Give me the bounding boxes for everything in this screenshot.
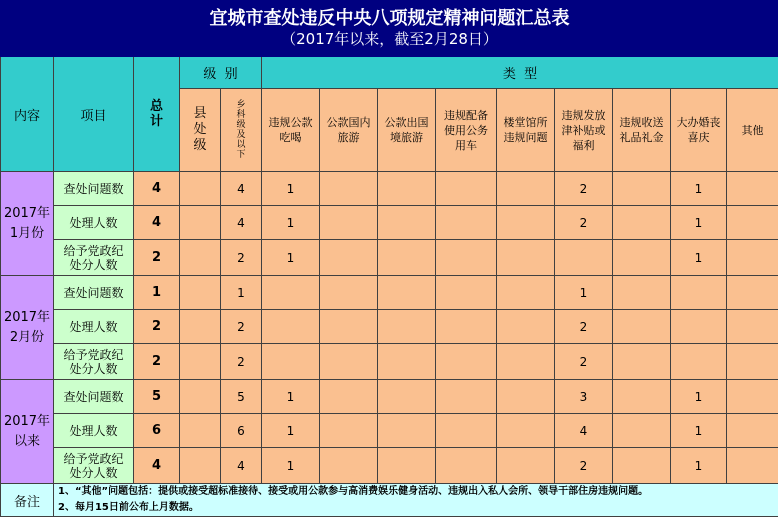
row-type-value: 4 — [555, 414, 613, 448]
row-type-value — [613, 240, 671, 276]
row-type-value — [613, 206, 671, 240]
row-item-label: 处理人数 — [54, 414, 134, 448]
row-county — [180, 172, 221, 206]
row-type-value: 1 — [671, 448, 727, 484]
row-type-value — [320, 172, 378, 206]
row-type-value: 2 — [555, 206, 613, 240]
row-type-value — [613, 414, 671, 448]
group-label: 2017年 1月份 — [1, 172, 54, 276]
row-type-value — [727, 276, 778, 310]
row-total: 4 — [134, 448, 180, 484]
row-type-value — [436, 380, 497, 414]
notes-content — [54, 484, 778, 517]
row-type-value: 2 — [555, 448, 613, 484]
group-label: 2017年 2月份 — [1, 276, 54, 380]
row-type-value — [378, 448, 436, 484]
row-type-value — [727, 240, 778, 276]
header-type: 类 型 — [262, 57, 778, 89]
row-type-value — [378, 344, 436, 380]
row-type-value — [436, 206, 497, 240]
row-type-value — [497, 240, 555, 276]
row-type-value — [378, 172, 436, 206]
row-type-value — [727, 344, 778, 380]
row-type-value — [613, 276, 671, 310]
note-line-1: 1、“其他”问题包括：提供或接受超标准接待、接受或用公款参与高消费娱乐健身活动、违规出入私人会所、领导干部住房违规问题。 — [58, 484, 778, 500]
table-row — [1, 310, 778, 344]
header-type-8: 其他 — [727, 89, 778, 172]
row-total: 2 — [134, 344, 180, 380]
row-type-value — [320, 310, 378, 344]
header-item: 项目 — [54, 57, 134, 172]
table-row — [1, 206, 778, 240]
row-type-value — [378, 206, 436, 240]
row-county — [180, 344, 221, 380]
row-county — [180, 206, 221, 240]
row-type-value — [497, 276, 555, 310]
row-type-value: 1 — [262, 380, 320, 414]
row-county — [180, 276, 221, 310]
row-township: 4 — [221, 448, 262, 484]
header-type-4: 楼堂馆所 违规问题 — [497, 89, 555, 172]
row-item-label: 查处问题数 — [54, 172, 134, 206]
row-type-value — [497, 380, 555, 414]
row-type-value: 1 — [555, 276, 613, 310]
row-township: 2 — [221, 310, 262, 344]
row-type-value — [378, 240, 436, 276]
note-line-2: 2、每月15日前公布上月数据。 — [58, 500, 778, 516]
header-county-level: 县 处 级 — [180, 89, 221, 172]
row-total: 6 — [134, 414, 180, 448]
table-row — [1, 172, 778, 206]
row-type-value — [727, 448, 778, 484]
row-township: 1 — [221, 276, 262, 310]
row-township: 6 — [221, 414, 262, 448]
notes-label: 备注 — [1, 484, 54, 517]
row-type-value — [613, 172, 671, 206]
row-type-value — [436, 172, 497, 206]
header-township-level: 乡 科 级 及 以 下 — [221, 89, 262, 172]
row-type-value: 1 — [262, 414, 320, 448]
row-type-value — [262, 310, 320, 344]
row-type-value — [436, 240, 497, 276]
row-type-value: 3 — [555, 380, 613, 414]
table-row — [1, 344, 778, 380]
row-total: 2 — [134, 240, 180, 276]
row-type-value — [727, 206, 778, 240]
row-type-value: 1 — [262, 240, 320, 276]
row-type-value: 1 — [262, 448, 320, 484]
row-type-value — [671, 344, 727, 380]
row-total: 4 — [134, 172, 180, 206]
row-type-value — [436, 448, 497, 484]
row-county — [180, 414, 221, 448]
row-type-value — [436, 414, 497, 448]
row-type-value — [671, 310, 727, 344]
row-type-value — [555, 240, 613, 276]
row-county — [180, 240, 221, 276]
row-type-value — [262, 344, 320, 380]
row-type-value: 1 — [671, 414, 727, 448]
row-total: 2 — [134, 310, 180, 344]
row-type-value: 1 — [671, 206, 727, 240]
row-type-value — [727, 380, 778, 414]
row-item-label: 查处问题数 — [54, 380, 134, 414]
row-type-value — [378, 380, 436, 414]
table-row — [1, 276, 778, 310]
row-item-label: 给予党政纪 处分人数 — [54, 240, 134, 276]
row-type-value — [378, 276, 436, 310]
row-type-value — [378, 310, 436, 344]
row-type-value: 2 — [555, 310, 613, 344]
row-type-value — [727, 414, 778, 448]
row-total: 1 — [134, 276, 180, 310]
row-township: 4 — [221, 206, 262, 240]
title-cell — [1, 1, 778, 57]
page-subtitle: （2017年以来，截至2月28日） — [1, 29, 778, 49]
row-total: 4 — [134, 206, 180, 240]
row-township: 2 — [221, 240, 262, 276]
row-type-value — [497, 448, 555, 484]
table-row — [1, 240, 778, 276]
row-item-label: 给予党政纪 处分人数 — [54, 344, 134, 380]
row-type-value — [320, 414, 378, 448]
row-county — [180, 380, 221, 414]
row-type-value — [497, 414, 555, 448]
row-county — [180, 310, 221, 344]
row-township: 4 — [221, 172, 262, 206]
row-type-value — [436, 276, 497, 310]
row-type-value: 1 — [262, 206, 320, 240]
row-type-value — [320, 206, 378, 240]
row-county — [180, 448, 221, 484]
row-item-label: 查处问题数 — [54, 276, 134, 310]
header-type-6: 违规收送 礼品礼金 — [613, 89, 671, 172]
row-type-value — [497, 172, 555, 206]
row-type-value: 1 — [671, 172, 727, 206]
header-type-5: 违规发放 津补贴或 福利 — [555, 89, 613, 172]
table-row — [1, 448, 778, 484]
header-type-3: 违规配备 使用公务 用车 — [436, 89, 497, 172]
row-item-label: 给予党政纪 处分人数 — [54, 448, 134, 484]
row-type-value — [497, 206, 555, 240]
header-type-7: 大办婚丧 喜庆 — [671, 89, 727, 172]
header-content: 内容 — [1, 57, 54, 172]
row-type-value — [671, 276, 727, 310]
row-type-value — [727, 310, 778, 344]
table-row — [1, 380, 778, 414]
header-type-0: 违规公款 吃喝 — [262, 89, 320, 172]
row-type-value — [613, 448, 671, 484]
header-type-1: 公款国内 旅游 — [320, 89, 378, 172]
row-type-value — [320, 380, 378, 414]
row-type-value — [436, 344, 497, 380]
table-row — [1, 414, 778, 448]
row-type-value — [320, 448, 378, 484]
row-township: 5 — [221, 380, 262, 414]
row-type-value: 1 — [671, 380, 727, 414]
row-type-value — [262, 276, 320, 310]
row-type-value: 1 — [671, 240, 727, 276]
header-total: 总 计 — [134, 57, 180, 172]
row-type-value: 2 — [555, 172, 613, 206]
row-type-value — [320, 344, 378, 380]
row-type-value: 1 — [262, 172, 320, 206]
row-type-value — [613, 310, 671, 344]
group-label: 2017年 以来 — [1, 380, 54, 484]
row-type-value — [613, 380, 671, 414]
row-type-value — [378, 414, 436, 448]
header-type-2: 公款出国 境旅游 — [378, 89, 436, 172]
row-type-value — [436, 310, 497, 344]
header-level: 级 别 — [180, 57, 262, 89]
row-type-value — [320, 276, 378, 310]
row-total: 5 — [134, 380, 180, 414]
row-type-value: 2 — [555, 344, 613, 380]
page-title: 宜城市查处违反中央八项规定精神问题汇总表 — [1, 9, 778, 29]
row-type-value — [613, 344, 671, 380]
row-township: 2 — [221, 344, 262, 380]
row-type-value — [497, 310, 555, 344]
row-item-label: 处理人数 — [54, 310, 134, 344]
row-type-value — [727, 172, 778, 206]
row-item-label: 处理人数 — [54, 206, 134, 240]
row-type-value — [320, 240, 378, 276]
row-type-value — [497, 344, 555, 380]
